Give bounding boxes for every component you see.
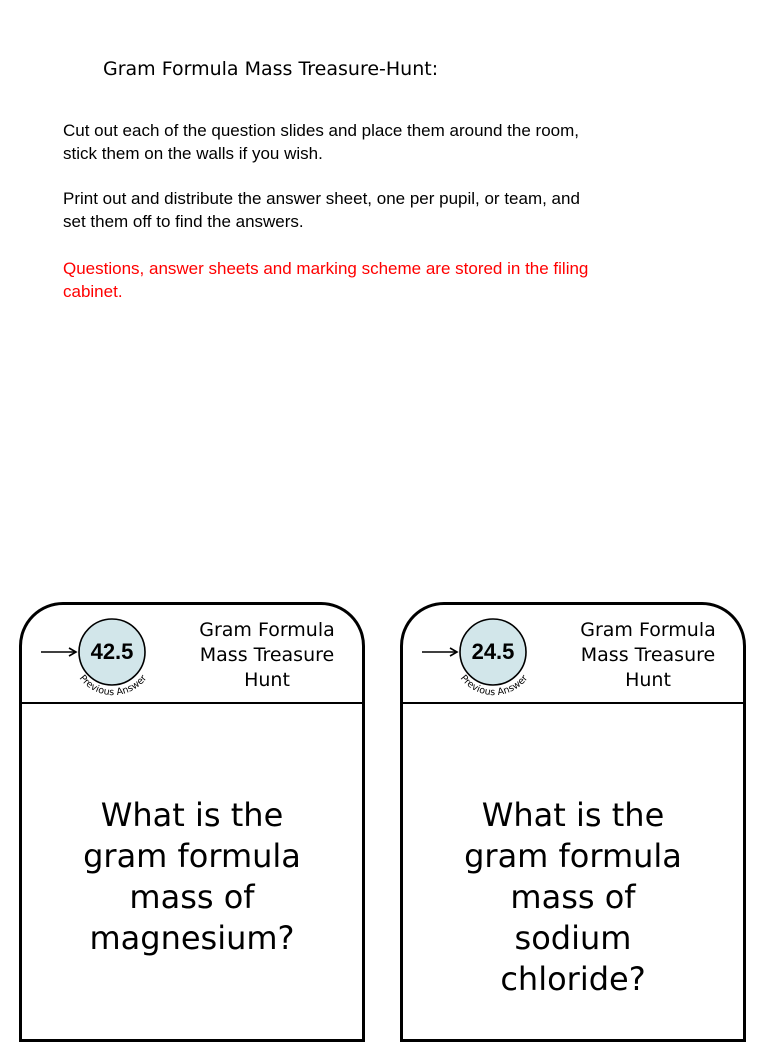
- instruction-line: set them off to find the answers.: [63, 212, 304, 231]
- card-question: [423, 795, 723, 1000]
- card-title-line: Hunt: [625, 669, 671, 691]
- storage-note: [63, 257, 683, 303]
- card-title: [182, 618, 352, 693]
- question-line: What is the: [481, 796, 665, 834]
- instruction-paragraph-print: [63, 187, 683, 233]
- question-card-sodium-chloride: [400, 602, 746, 1042]
- question-line: mass of: [129, 878, 255, 916]
- arrow-right-icon: [422, 648, 457, 656]
- question-line: mass of: [510, 878, 636, 916]
- question-card-magnesium: [19, 602, 365, 1042]
- page-title: Gram Formula Mass Treasure-Hunt:: [103, 58, 439, 80]
- storage-note-line: cabinet.: [63, 282, 123, 301]
- previous-answer-value: 24.5: [471, 639, 515, 664]
- instruction-paragraph-cut-out: [63, 119, 683, 165]
- card-header: [403, 605, 743, 704]
- card-title-line: Mass Treasure: [580, 644, 716, 666]
- card-title: [563, 618, 733, 693]
- previous-answer-caption: Previous Answer: [76, 672, 150, 699]
- card-title-line: Gram Formula: [199, 619, 335, 641]
- arrow-right-icon: [41, 648, 76, 656]
- instruction-line: stick them on the walls if you wish.: [63, 144, 323, 163]
- question-line: chloride?: [500, 960, 646, 998]
- question-line: sodium: [514, 919, 632, 957]
- card-title-line: Gram Formula: [580, 619, 716, 641]
- previous-answer-value: 42.5: [90, 639, 134, 664]
- card-title-line: Mass Treasure: [199, 644, 335, 666]
- previous-answer-caption: Previous Answer: [457, 672, 531, 699]
- question-line: gram formula: [464, 837, 682, 875]
- card-question: [42, 795, 342, 959]
- instruction-line: Cut out each of the question slides and place them around the room,: [63, 121, 579, 140]
- storage-note-line: Questions, answer sheets and marking scheme are stored in the filing: [63, 259, 589, 278]
- previous-answer-badge: [37, 611, 177, 699]
- question-line: What is the: [100, 796, 284, 834]
- card-header: [22, 605, 362, 704]
- question-line: gram formula: [83, 837, 301, 875]
- question-line: magnesium?: [89, 919, 295, 957]
- card-title-line: Hunt: [244, 669, 290, 691]
- instruction-line: Print out and distribute the answer sheet, one per pupil, or team, and: [63, 189, 580, 208]
- previous-answer-badge: [418, 611, 558, 699]
